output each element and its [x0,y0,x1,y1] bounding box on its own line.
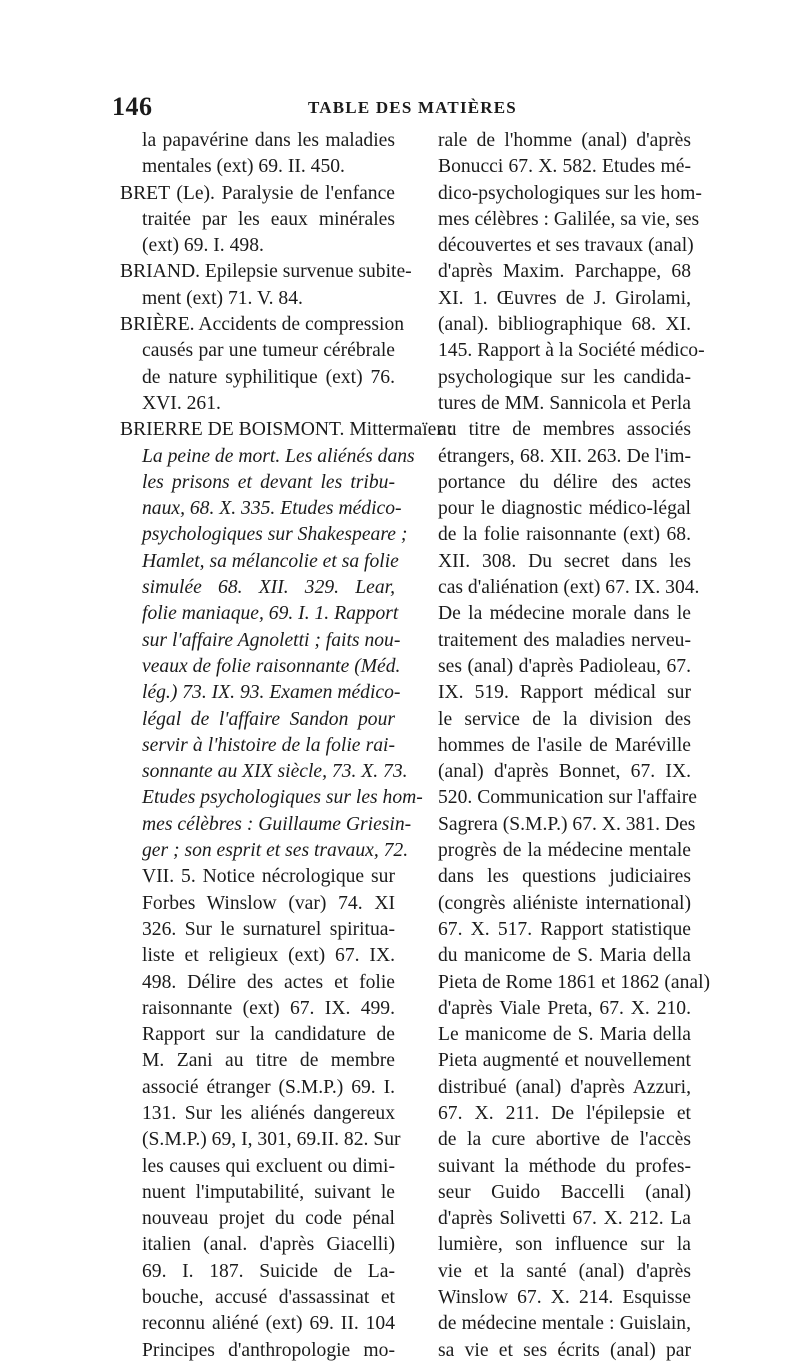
text-line: étrangers, 68. XII. 263. De l'im- [438,445,691,467]
text-line: servir à l'histoire de la folie rai- [142,734,395,756]
text-line: IX. 519. Rapport médical sur [438,682,691,704]
text-line: distribué (anal) d'après Azzuri, [438,1076,691,1098]
text-line: mes célèbres : Guillaume Griesin- [142,813,412,835]
text-line: veaux de folie raisonnante (Méd. [142,655,401,677]
text-line: pour le diagnostic médico-légal [438,498,691,520]
text-line: lumière, son influence sur la [438,1234,691,1256]
text-line: 520. Communication sur l'affaire [438,787,697,809]
text-line: La peine de mort. Les aliénés dans [142,445,415,467]
text-line: légal de l'affaire Sandon pour [142,708,395,730]
text-line: 131. Sur les aliénés dangereux [142,1102,395,1124]
text-line: psychologique sur les candida- [438,366,691,388]
text-line: découvertes et ses travaux (anal) [438,235,694,257]
text-line: de médecine mentale : Guislain, [438,1313,691,1335]
text-line: mes célèbres : Galilée, sa vie, ses [438,208,700,230]
text-line: italien (anal. d'après Giacelli) [142,1234,395,1256]
text-line: simulée 68. XII. 329. Lear, [142,577,395,599]
text-line: la papavérine dans les maladies [142,130,395,151]
text-line: nouveau projet du code pénal [142,1208,395,1230]
text-line: seur Guido Baccelli (anal) [438,1181,691,1203]
text-line: 498. Délire des actes et folie [142,971,395,993]
text-line: Pieta augmenté et nouvellement [438,1050,691,1072]
text-line: de la cure abortive de l'accès [438,1129,691,1151]
left-column [120,128,454,1364]
text-line: naux, 68. X. 335. Etudes médico- [142,498,402,520]
text-line: (S.M.P.) 69, I, 301, 69.II. 82. Sur [142,1129,401,1151]
text-line: Etudes psychologiques sur les hom- [142,787,423,809]
text-line: ment (ext) 71. V. 84. [142,287,303,309]
text-line: Forbes Winslow (var) 74. XI [142,892,395,914]
text-line: d'après Solivetti 67. X. 212. La [438,1208,691,1230]
text-line: sonnante au XIX siècle, 73. X. 73. [142,761,408,783]
text-line: Winslow 67. X. 214. Esquisse [438,1287,691,1309]
text-line: (congrès aliéniste international) [438,892,691,914]
text-line: Rapport sur la candidature de [142,1024,395,1046]
text-line: mentales (ext) 69. II. 450. [142,156,345,178]
text-line: du manicome de S. Maria della [438,945,691,967]
text-line: de nature syphilitique (ext) 76. [142,366,395,388]
text-line: (anal). bibliographique 68. XI. [438,314,691,336]
text-line: 326. Sur le surnaturel spiritua- [142,918,395,940]
text-line: Principes d'anthropologie mo- [142,1339,395,1361]
text-line: M. Zani au titre de membre [142,1050,395,1072]
text-line: les prisons et devant les tribu- [142,471,395,493]
text-line: XVI. 261. [142,392,221,414]
text-line: psychologiques sur Shakespeare ; [142,524,408,546]
text-line: 67. X. 517. Rapport statistique [438,918,691,940]
text-line: (anal) d'après Bonnet, 67. IX. [438,761,691,783]
page-number: 146 [112,92,153,121]
text-line: nuent l'imputabilité, suivant le [142,1181,395,1203]
text-line: BRET (Le). Paralysie de l'enfance [120,182,395,204]
text-line: d'après Maxim. Parchappe, 68 [438,261,691,283]
text-line: portance du délire des actes [438,471,691,493]
text-line: d'après Viale Preta, 67. X. 210. [438,997,691,1019]
text-line: suivant la méthode du profes- [438,1155,691,1177]
text-line: au titre de membres associés [438,419,691,441]
text-line: causés par une tumeur cérébrale [142,340,395,362]
text-line: folie maniaque, 69. I. 1. Rapport [142,603,399,625]
text-line: Pieta de Rome 1861 et 1862 (anal) [438,971,711,993]
text-line: dico-psychologiques sur les hom- [438,182,702,204]
text-line: 69. I. 187. Suicide de La- [142,1260,395,1282]
text-line: VII. 5. Notice nécrologique sur [142,866,395,888]
text-line: traitement des maladies nerveu- [438,629,691,651]
text-line: Hamlet, sa mélancolie et sa folie [142,550,399,572]
text-line: ger ; son esprit et ses travaux, 72. [142,840,409,862]
text-line: De la médecine morale dans le [438,603,691,625]
text-line: XII. 308. Du secret dans les [438,550,691,572]
page-header [112,92,692,126]
text-line: tures de MM. Sannicola et Perla [438,392,691,414]
text-line: Bonucci 67. X. 582. Etudes mé- [438,156,691,178]
text-line: liste et religieux (ext) 67. IX. [142,945,395,967]
text-line: BRIÈRE. Accidents de compression [120,314,405,336]
text-line: BRIAND. Epilepsie survenue subite- [120,261,412,283]
running-title: TABLE DES MATIÈRES [308,98,517,117]
text-line: XI. 1. Œuvres de J. Girolami, [438,287,691,309]
text-line: reconnu aliéné (ext) 69. II. 104 [142,1313,395,1335]
text-line: rale de l'homme (anal) d'après [438,130,691,151]
text-line: (ext) 69. I. 498. [142,235,264,257]
text-line: raisonnante (ext) 67. IX. 499. [142,997,395,1019]
text-line: Le manicome de S. Maria della [438,1024,691,1046]
text-line: le service de la division des [438,708,691,730]
text-line: 145. Rapport à la Société médico- [438,340,705,362]
text-line: sur l'affaire Agnoletti ; faits nou- [142,629,401,651]
text-line: Sagrera (S.M.P.) 67. X. 381. Des [438,813,696,835]
text-line: ses (anal) d'après Padioleau, 67. [438,655,691,677]
text-line: traitée par les eaux minérales [142,208,395,230]
text-line: bouche, accusé d'assassinat et [142,1287,395,1309]
text-line: 67. X. 211. De l'épilepsie et [438,1102,691,1124]
text-line: vie et la santé (anal) d'après [438,1260,691,1282]
text-line: de la folie raisonnante (ext) 68. [438,524,691,546]
text-line: associé étranger (S.M.P.) 69. I. [142,1076,395,1098]
text-line: progrès de la médecine mentale [438,840,691,862]
text-line: cas d'aliénation (ext) 67. IX. 304. [438,577,700,599]
text-line: hommes de l'asile de Maréville [438,734,691,756]
right-column [416,128,711,1364]
text-line: sa vie et ses écrits (anal) par [438,1339,691,1361]
text-line: les causes qui excluent ou dimi- [142,1155,395,1177]
text-line: lég.) 73. IX. 93. Examen médico- [142,682,401,704]
text-line: BRIERRE DE BOISMONT. Mittermaïer : [120,419,454,441]
text-line: dans les questions judiciaires [438,866,691,888]
